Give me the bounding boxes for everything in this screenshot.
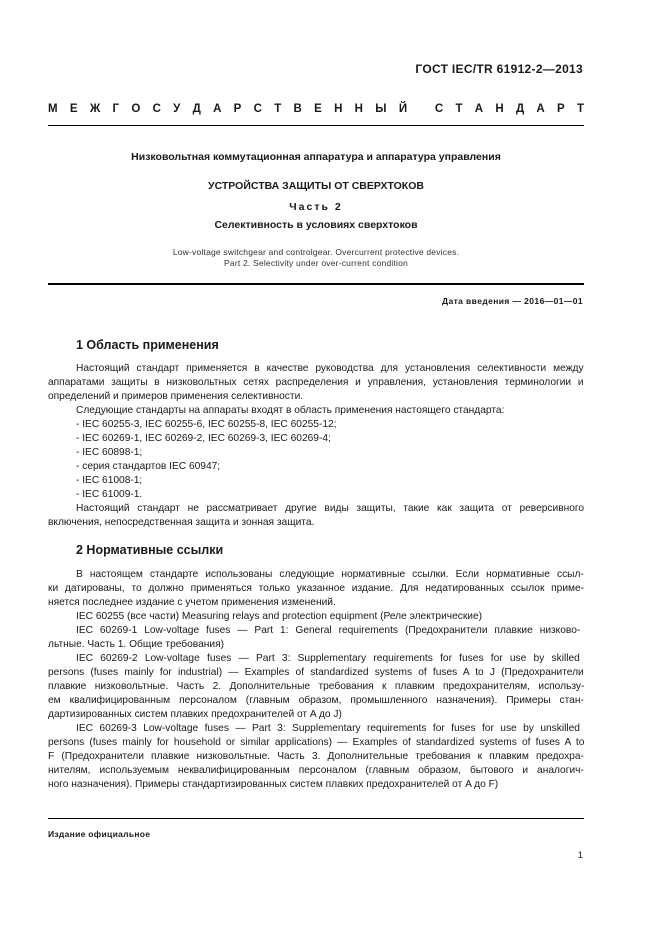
- banner-letter: Р: [557, 103, 565, 115]
- section-2-line: ем квалифицированным персоналом (главным образом, промышленного назначения). Примеры стан-: [48, 695, 584, 706]
- banner-letter: О: [131, 103, 141, 115]
- section-2-line: IEC 60269-1 Low-voltage fuses — Part 1: General requirements (Предохранители плавкие низково-: [76, 625, 581, 636]
- interstate-standard-banner: [48, 103, 584, 115]
- section-1-line: Настоящий стандарт применяется в качестве руководства для установления селективности между: [76, 363, 584, 374]
- banner-letter: Е: [314, 103, 322, 115]
- section-2-line: ного назначения). Примеры стандартизированных систем плавких предохранителей от A до F): [48, 779, 499, 790]
- introduction-date: Дата введения — 2016—01—01: [442, 296, 583, 306]
- banner-letter: Н: [354, 103, 363, 115]
- page-number: 1: [577, 850, 583, 861]
- section-1-line: определений и примеров применения селективности.: [48, 391, 304, 402]
- section-2-line: В настоящем стандарте использованы следующие нормативные ссылки. Если нормативные ссыл-: [76, 569, 584, 580]
- section-2-line: ки датированы, то должно применяться только указанное издание. Для недатированных ссылок приме-: [48, 583, 585, 594]
- banner-letter: А: [536, 103, 545, 115]
- section-2-line: IEC 60255 (все части) Measuring relays and protection equipment (Реле электрические): [76, 611, 483, 622]
- title-line-2: УСТРОЙСТВА ЗАЩИТЫ ОТ СВЕРХТОКОВ: [208, 180, 424, 192]
- banner-letter: Г: [112, 103, 120, 115]
- banner-letter: А: [474, 103, 484, 115]
- english-title-line-1: Low-voltage switchgear and controlgear. Overcurrent protective devices.: [172, 247, 460, 257]
- section-2-line: F (Предохранители плавкие низковольтные. Часть 3. Дополнительные требования к плавким предохра-: [48, 751, 584, 762]
- header-rule: [48, 125, 584, 126]
- section-2-line: дартизированных систем плавких предохранителей от A до J): [48, 709, 342, 720]
- section-1-line: включения, непосредственная защита и зонная защита.: [48, 517, 315, 528]
- section-2-line: плавкие низковольтные. Часть 2. Дополнительные требования к плавким предохранителям, использу-: [48, 681, 585, 692]
- section-2-line: нителям, используемым неквалифицированным персоналом (главным образом, бытового и аналогич-: [48, 765, 584, 776]
- banner-letter: Н: [495, 103, 504, 115]
- section-2-line: няется последнее издание с учетом применения изменений.: [48, 597, 336, 608]
- title-rule: [48, 283, 584, 285]
- section-1-heading: 1 Область применения: [76, 338, 219, 352]
- title-part: Часть 2: [289, 201, 343, 213]
- banner-letter: Р: [233, 103, 242, 115]
- standard-code: ГОСТ IEC/TR 61912-2—2013: [415, 62, 583, 76]
- official-edition-label: Издание официальное: [48, 829, 151, 839]
- section-1-line: - серия стандартов IEC 60947;: [76, 461, 221, 472]
- section-1-line: Следующие стандарты на аппараты входят в область применения настоящего стандарта:: [76, 405, 505, 416]
- banner-letter: В: [293, 103, 302, 115]
- banner-letter: Й: [398, 103, 408, 115]
- section-2-heading: 2 Нормативные ссылки: [76, 543, 224, 557]
- banner-letter: [419, 103, 422, 115]
- banner-letter: Ы: [375, 103, 387, 115]
- section-1-line: - IEC 60255-3, IEC 60255-6, IEC 60255-8, IEC 60255-12;: [76, 419, 337, 430]
- banner-letter: У: [173, 103, 181, 115]
- section-1-line: - IEC 60898-1;: [76, 447, 143, 458]
- banner-letter: Д: [515, 103, 525, 115]
- banner-letter: С: [253, 103, 262, 115]
- banner-letter: М: [48, 103, 58, 115]
- title-line-4: Селективность в условиях сверхтоков: [214, 219, 418, 231]
- footer-rule: [48, 818, 584, 819]
- section-2-line: persons (fuses mainly for industrial) — Examples of standardized systems of fuses A to J (Предохранители: [48, 667, 584, 678]
- banner-letter: Е: [69, 103, 78, 115]
- banner-letter: Т: [455, 103, 463, 115]
- banner-letter: С: [434, 103, 444, 115]
- section-1-line: аппаратами защиты в низковольтных сетях распределения и управления, установления терминологии и: [48, 377, 584, 388]
- section-2-line: persons (fuses mainly for household or similar applications) — Examples of standardized systems of fuses A to: [48, 737, 585, 748]
- banner-letter: Т: [274, 103, 282, 115]
- banner-letter: Ж: [89, 103, 101, 115]
- section-2-line: льтные. Часть 1. Общие требования): [48, 639, 224, 650]
- banner-letter: Т: [576, 103, 584, 115]
- english-title-line-2: Part 2. Selectivity under over-current condition: [224, 258, 408, 268]
- section-1-line: - IEC 60269-1, IEC 60269-2, IEC 60269-3, IEC 60269-4;: [76, 433, 331, 444]
- section-2-line: IEC 60269-3 Low-voltage fuses — Part 3: Supplementary requirements for fuses for use by unskilled: [76, 723, 580, 734]
- banner-letter: Д: [192, 103, 201, 115]
- section-1-line: - IEC 61008-1;: [76, 475, 143, 486]
- section-1-line: Настоящий стандарт не рассматривает другие виды защиты, такие как защита от реверсивного: [76, 503, 585, 514]
- banner-letter: А: [213, 103, 222, 115]
- banner-letter: С: [152, 103, 161, 115]
- section-2-line: IEC 60269-2 Low-voltage fuses — Part 3: Supplementary requirements for fuses for use by skilled: [76, 653, 580, 664]
- banner-letter: Н: [334, 103, 343, 115]
- section-1-line: - IEC 61009-1.: [76, 489, 143, 500]
- title-line-1: Низковольтная коммутационная аппаратура и аппаратура управления: [131, 151, 501, 163]
